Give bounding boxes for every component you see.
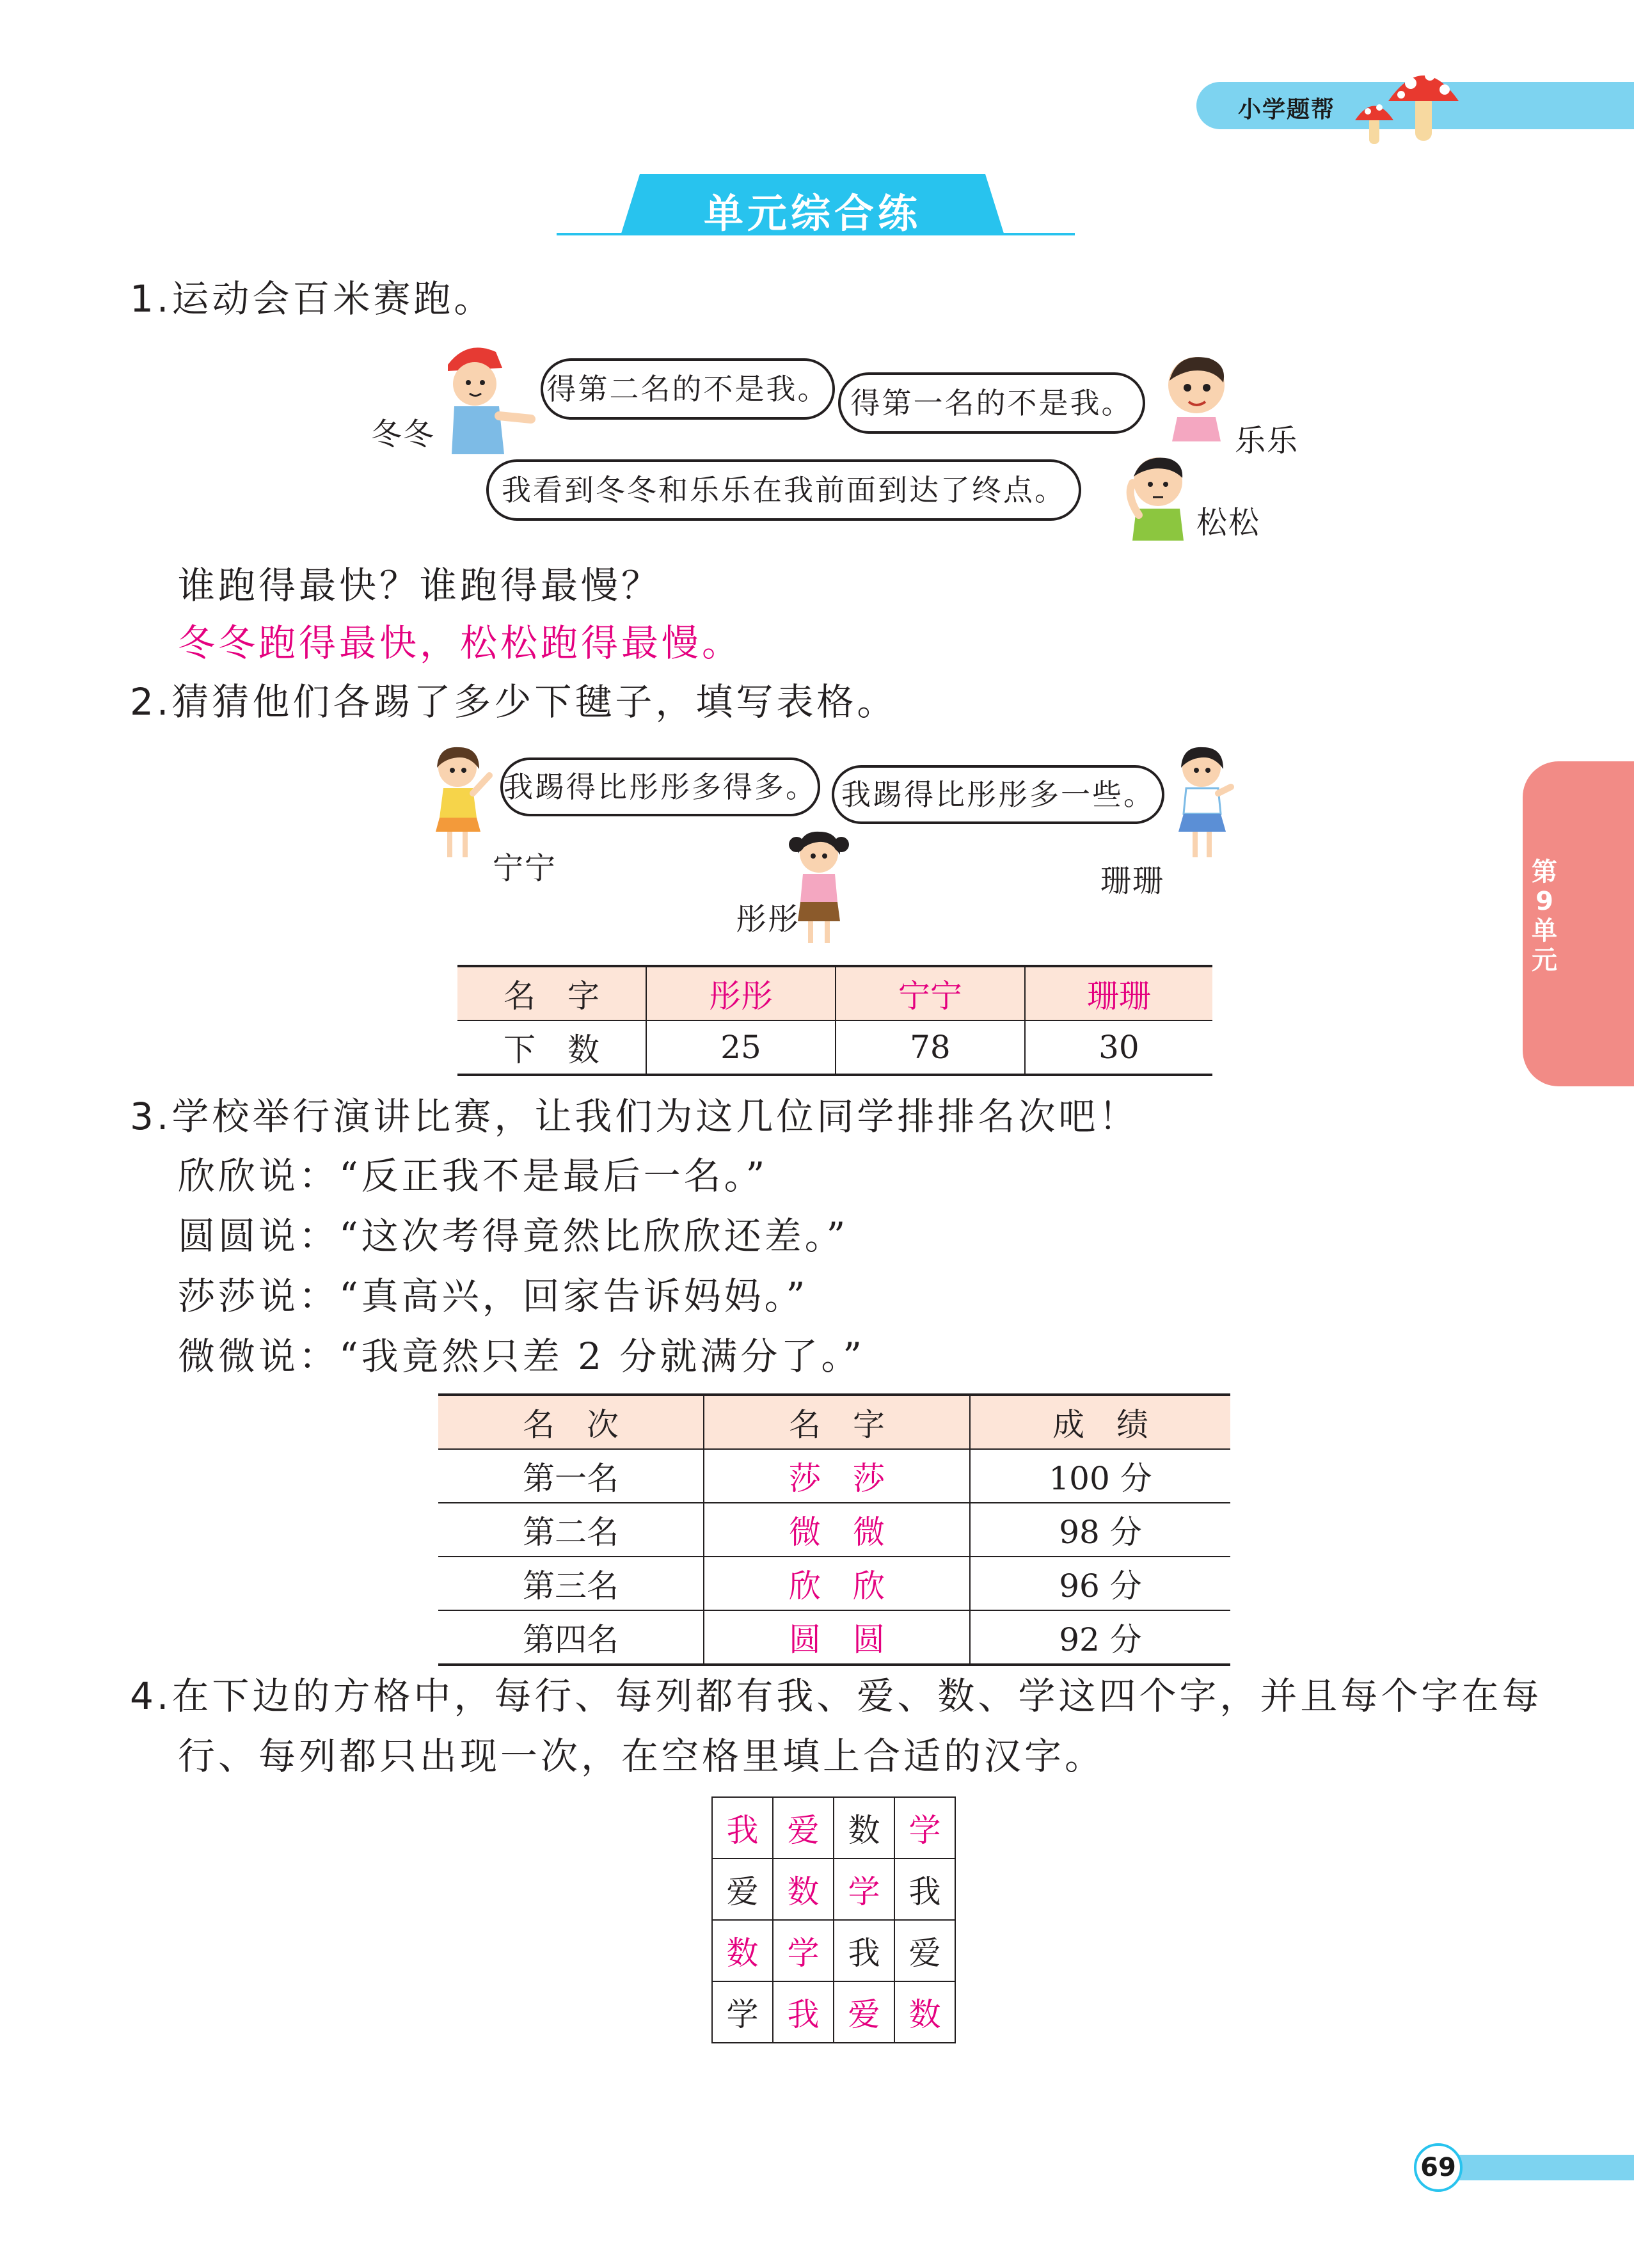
- table-cell: 宁宁: [836, 966, 1025, 1020]
- bubble-ningning: 我踢得比彤彤多得多。: [500, 757, 820, 816]
- grid-cell-answer: 数: [773, 1859, 834, 1920]
- score-cell: 100 分: [970, 1449, 1230, 1503]
- q4-number: 4.: [130, 1674, 172, 1718]
- table-row: [438, 1449, 1230, 1503]
- score-cell: 92 分: [970, 1610, 1230, 1665]
- section-title: 单元综合练: [703, 190, 921, 237]
- q4-text-line1: 在下边的方格中，每行、每列都有我、爱、数、学这四个字，并且每个字在每: [171, 1674, 1543, 1718]
- name-tongtong: 彤彤: [736, 901, 800, 937]
- mushroom-icon: [1350, 56, 1478, 146]
- dongdong-figure: [429, 339, 537, 461]
- shanshan-figure: [1164, 742, 1235, 864]
- q4-grid: [711, 1796, 956, 2043]
- bubble-dongdong: 得第二名的不是我。: [541, 358, 835, 420]
- name-cell: 圆 圆: [704, 1610, 970, 1665]
- q2-prompt: [130, 679, 897, 724]
- rank-cell: 第一名: [438, 1449, 704, 1503]
- q4-text-line2: 行、每列都只出现一次，在空格里填上合适的汉字。: [178, 1734, 1106, 1778]
- lele-figure: [1152, 345, 1241, 441]
- q2-table: [457, 965, 1212, 1076]
- header-score: 成 绩: [970, 1395, 1230, 1449]
- grid-cell-answer: 爱: [834, 1981, 894, 2043]
- q1-answer: 冬冬跑得最快，松松跑得最慢。: [178, 621, 743, 665]
- name-songsong: 松松: [1196, 505, 1261, 541]
- grid-row: [712, 1797, 955, 1859]
- name-dongdong: 冬冬: [371, 416, 436, 452]
- q3-line: 微微说：“我竟然只差 2 分就满分了。”: [178, 1335, 866, 1378]
- grid-cell-answer: 学: [894, 1797, 955, 1859]
- name-ningning: 宁宁: [493, 850, 557, 886]
- grid-row: [712, 1920, 955, 1981]
- brand-label: 小学题帮: [1238, 97, 1336, 123]
- grid-cell-given: 我: [834, 1920, 894, 1981]
- name-lele: 乐乐: [1235, 423, 1299, 459]
- grid-cell-given: 数: [834, 1797, 894, 1859]
- grid-cell-answer: 数: [894, 1981, 955, 2043]
- grid-cell-answer: 数: [712, 1920, 773, 1981]
- table-cell: 78: [836, 1020, 1025, 1075]
- q3-line: 圆圆说：“这次考得竟然比欣欣还差。”: [178, 1214, 849, 1258]
- row-label-name: 名 字: [457, 966, 646, 1020]
- grid-cell-answer: 学: [834, 1859, 894, 1920]
- table-cell: 彤彤: [646, 966, 836, 1020]
- bubble-songsong: 我看到冬冬和乐乐在我前面到达了终点。: [486, 459, 1081, 521]
- rank-cell: 第二名: [438, 1503, 704, 1557]
- q3-number: 3.: [130, 1095, 172, 1138]
- score-cell: 98 分: [970, 1503, 1230, 1557]
- table-header-row: [438, 1395, 1230, 1449]
- page-number: 69: [1414, 2143, 1463, 2192]
- grid-cell-given: 我: [894, 1859, 955, 1920]
- q1-prompt: [130, 276, 494, 321]
- q1-number: 1.: [130, 277, 172, 321]
- q3-table: [438, 1393, 1230, 1666]
- header-name: 名 字: [704, 1395, 970, 1449]
- grid-cell-answer: 我: [712, 1797, 773, 1859]
- table-row: [438, 1557, 1230, 1610]
- unit-side-label: 第9单元: [1532, 857, 1557, 975]
- table-row: [457, 966, 1212, 1020]
- q3-line: 莎莎说：“真高兴，回家告诉妈妈。”: [178, 1274, 809, 1318]
- bubble-lele: 得第一名的不是我。: [838, 372, 1145, 434]
- q1-text: 运动会百米赛跑。: [171, 277, 495, 321]
- q2-text: 猜猜他们各踢了多少下毽子，填写表格。: [171, 680, 898, 724]
- ningning-figure: [425, 742, 496, 864]
- header-rank: 名 次: [438, 1395, 704, 1449]
- grid-cell-given: 爱: [894, 1920, 955, 1981]
- grid-cell-given: 爱: [712, 1859, 773, 1920]
- name-shanshan: 珊珊: [1100, 863, 1165, 899]
- row-label-count: 下 数: [504, 1031, 599, 1068]
- table-row: [438, 1610, 1230, 1665]
- q3-prompt: [130, 1094, 1139, 1139]
- q3-line: 欣欣说：“反正我不是最后一名。”: [178, 1154, 768, 1198]
- score-cell: 96 分: [970, 1557, 1230, 1610]
- q1-question: 谁跑得最快？谁跑得最慢？: [178, 564, 662, 607]
- name-cell: 微 微: [704, 1503, 970, 1557]
- table-row: [457, 1020, 1212, 1075]
- table-cell: 珊珊: [1025, 966, 1212, 1020]
- table-row: [438, 1503, 1230, 1557]
- q2-number: 2.: [130, 680, 172, 724]
- grid-cell-answer: 我: [773, 1981, 834, 2043]
- grid-cell-given: 学: [712, 1981, 773, 2043]
- grid-cell-answer: 学: [773, 1920, 834, 1981]
- bubble-shanshan: 我踢得比彤彤多一些。: [832, 765, 1164, 824]
- table-cell: 25: [646, 1020, 836, 1075]
- table-cell: 30: [1025, 1020, 1212, 1075]
- grid-row: [712, 1981, 955, 2043]
- rank-cell: 第四名: [438, 1610, 704, 1665]
- name-cell: 欣 欣: [704, 1557, 970, 1610]
- rank-cell: 第三名: [438, 1557, 704, 1610]
- grid-row: [712, 1859, 955, 1920]
- grid-cell-answer: 爱: [773, 1797, 834, 1859]
- q4-prompt: [130, 1674, 1542, 1718]
- q3-text: 学校举行演讲比赛，让我们为这几位同学排排名次吧！: [171, 1095, 1139, 1138]
- songsong-figure: [1113, 445, 1203, 541]
- name-cell: 莎 莎: [704, 1449, 970, 1503]
